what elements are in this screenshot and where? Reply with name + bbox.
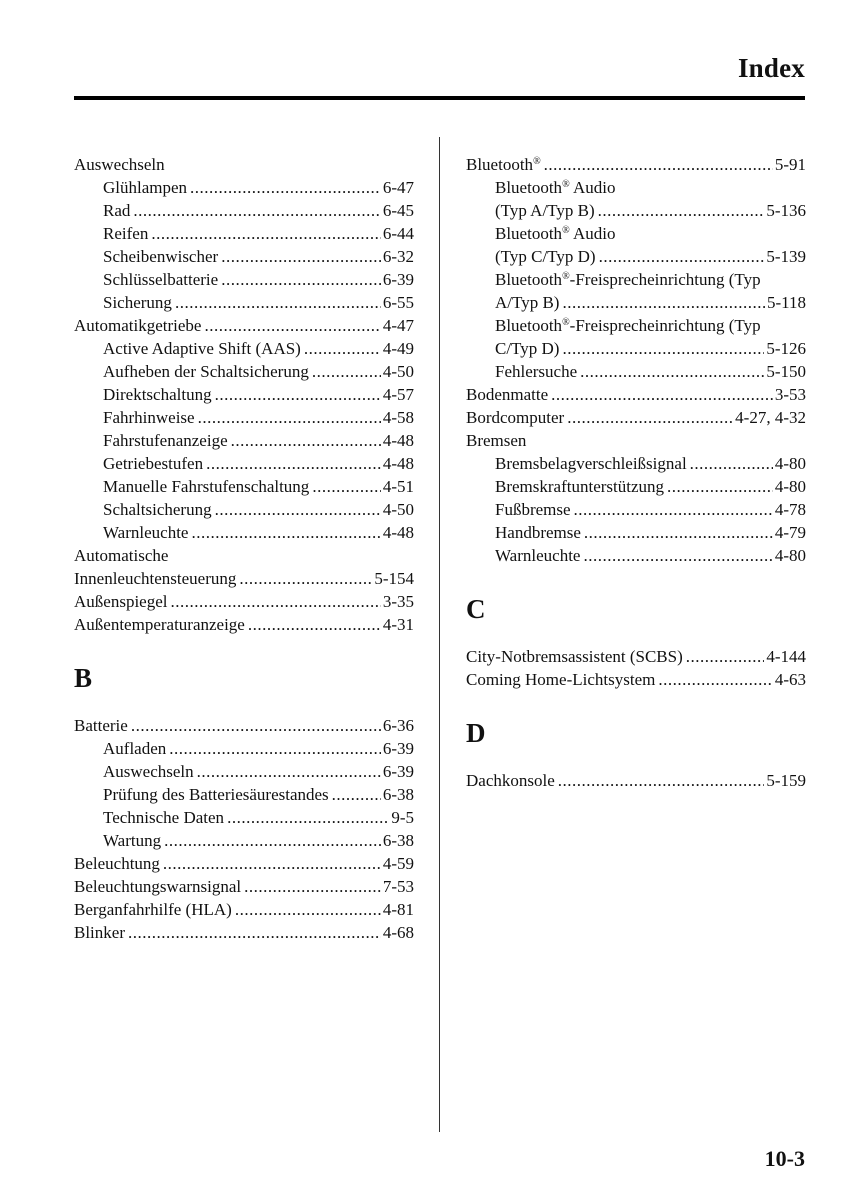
index-entry — [466, 475, 806, 498]
entry-page: 6-44 — [382, 224, 414, 243]
index-entry — [74, 360, 414, 383]
entry-text: Active Adaptive Shift (AAS) — [103, 339, 301, 358]
entry-text-part: Audio — [569, 178, 616, 197]
entry-page: 6-39 — [382, 762, 414, 781]
entry-text: City-Notbremsassistent (SCBS) — [466, 647, 683, 666]
index-entry — [74, 783, 414, 806]
entry-text: Scheibenwischer — [103, 247, 219, 266]
index-entry — [466, 498, 806, 521]
dot-leader — [131, 714, 381, 737]
dot-leader — [215, 383, 381, 406]
entry-text: Außenspiegel — [74, 592, 168, 611]
entry-page: 3-35 — [382, 592, 414, 611]
entry-page: 5-136 — [766, 201, 806, 220]
dot-leader — [562, 291, 765, 314]
index-entry — [466, 337, 806, 360]
entry-page: 4-50 — [382, 362, 414, 381]
index-entry — [466, 645, 806, 668]
entry-page: 4-57 — [382, 385, 414, 404]
registered-mark: ® — [562, 271, 570, 282]
index-entry — [466, 668, 806, 691]
dot-leader — [227, 806, 389, 829]
index-line — [466, 222, 806, 245]
entry-text: Fußbremse — [495, 500, 571, 519]
section-letter-b: B — [74, 663, 93, 693]
dot-leader — [190, 176, 381, 199]
entry-text: A/Typ B) — [495, 293, 560, 312]
entry-page: 4-49 — [382, 339, 414, 358]
dot-leader — [598, 199, 765, 222]
index-entry — [74, 852, 414, 875]
entry-text: Fahrstufenanzeige — [103, 431, 228, 450]
entry-text: Direktschaltung — [103, 385, 212, 404]
index-entry — [74, 760, 414, 783]
entry-page: 6-55 — [382, 293, 414, 312]
index-entry — [74, 383, 414, 406]
entry-text: Außentemperaturanzeige — [74, 615, 245, 634]
entry-text: Automatikgetriebe — [74, 316, 202, 335]
entry-page: 5-150 — [766, 362, 806, 381]
dot-leader — [215, 498, 381, 521]
dot-leader — [133, 199, 380, 222]
index-entry — [74, 714, 414, 737]
dot-leader — [558, 769, 765, 792]
dot-leader — [658, 668, 772, 691]
index-entry — [466, 452, 806, 475]
entry-text: Auswechseln — [103, 762, 194, 781]
dot-leader — [667, 475, 773, 498]
entry-page: 6-38 — [382, 831, 414, 850]
entry-text: Warnleuchte — [103, 523, 189, 542]
dot-leader — [204, 314, 380, 337]
entry-text: (Typ C/Typ D) — [495, 247, 596, 266]
index-entry — [74, 613, 414, 636]
dot-leader — [332, 783, 381, 806]
entry-text-part: -Freisprecheinrichtung (Typ — [569, 270, 761, 289]
entry-text: Beleuchtung — [74, 854, 160, 873]
dot-leader — [239, 567, 372, 590]
entry-text: Bremskraftunterstützung — [495, 477, 665, 496]
index-entry — [466, 199, 806, 222]
index-line — [466, 268, 806, 291]
right-column — [466, 153, 806, 792]
index-entry — [74, 498, 414, 521]
entry-page: 6-38 — [382, 785, 414, 804]
entry-text-part: Bluetooth — [495, 270, 563, 289]
dot-leader — [175, 291, 381, 314]
index-entry — [466, 769, 806, 792]
entry-text: Bodenmatte — [466, 385, 549, 404]
entry-page: 4-63 — [774, 670, 806, 689]
section-letter-d: D — [466, 718, 486, 748]
entry-text: Beleuchtungswarnsignal — [74, 877, 242, 896]
entry-text: Blinker — [74, 923, 125, 942]
dot-leader — [163, 852, 381, 875]
entry-page: 9-5 — [391, 808, 414, 827]
entry-page: 4-78 — [774, 500, 806, 519]
entry-text-part: Bluetooth — [495, 224, 563, 243]
dot-leader — [191, 521, 380, 544]
entry-page: 6-32 — [382, 247, 414, 266]
section-letter-c: C — [466, 594, 486, 624]
index-entry — [466, 383, 806, 406]
entry-page: 4-50 — [382, 500, 414, 519]
entry-page: 5-118 — [766, 293, 806, 312]
entry-page: 5-139 — [766, 247, 806, 266]
dot-leader — [206, 452, 381, 475]
entry-text: Batterie — [74, 716, 128, 735]
entry-text: Aufheben der Schaltsicherung — [103, 362, 309, 381]
entry-text: Bordcomputer — [466, 408, 565, 427]
dot-leader — [164, 829, 381, 852]
index-entry — [74, 475, 414, 498]
entry-page: 4-80 — [774, 546, 806, 565]
entry-text: Fehlersuche — [495, 362, 578, 381]
entry-page: 4-48 — [382, 454, 414, 473]
entry-text: Glühlampen — [103, 178, 188, 197]
entry-text: Manuelle Fahrstufenschaltung — [103, 477, 310, 496]
registered-mark: ® — [533, 156, 541, 167]
entry-text-part: -Freisprecheinrichtung (Typ — [569, 316, 761, 335]
entry-text: Bremsbelagverschleißsignal — [495, 454, 687, 473]
index-entry — [74, 452, 414, 475]
entry-page: 7-53 — [382, 877, 414, 896]
entry-page: 4-27, 4-32 — [735, 408, 806, 427]
index-entry — [74, 567, 414, 590]
index-entry — [466, 153, 806, 176]
dot-leader — [686, 645, 765, 668]
index-entry — [74, 829, 414, 852]
entry-page: 6-39 — [382, 270, 414, 289]
index-entry — [74, 898, 414, 921]
entry-page: 4-58 — [382, 408, 414, 427]
dot-leader — [169, 737, 381, 760]
dot-leader — [584, 521, 773, 544]
entry-text: Warnleuchte — [495, 546, 581, 565]
entry-page: 4-51 — [382, 477, 414, 496]
entry-page: 4-79 — [774, 523, 806, 542]
entry-text: Sicherung — [103, 293, 172, 312]
entry-page: 4-59 — [382, 854, 414, 873]
index-entry — [74, 429, 414, 452]
entry-text: Reifen — [103, 224, 149, 243]
entry-text: Dachkonsole — [466, 771, 555, 790]
index-entry — [74, 176, 414, 199]
index-entry — [466, 360, 806, 383]
dot-leader — [248, 613, 381, 636]
dot-leader — [198, 406, 381, 429]
dot-leader — [312, 475, 381, 498]
dot-leader — [562, 337, 764, 360]
dot-leader — [544, 153, 773, 176]
entry-page: 4-48 — [382, 431, 414, 450]
index-entry — [466, 406, 806, 429]
index-entry — [466, 544, 806, 567]
entry-text: Berganfahrhilfe (HLA) — [74, 900, 232, 919]
page-number: 10-3 — [764, 1146, 805, 1171]
dot-leader — [567, 406, 733, 429]
registered-mark: ® — [562, 179, 570, 190]
entry-page: 5-126 — [766, 339, 806, 358]
dot-leader — [583, 544, 772, 567]
dot-leader — [690, 452, 773, 475]
dot-leader — [244, 875, 381, 898]
index-line — [466, 314, 806, 337]
dot-leader — [221, 245, 381, 268]
index-entry — [74, 737, 414, 760]
entry-page: 4-80 — [774, 477, 806, 496]
index-entry — [74, 222, 414, 245]
dot-leader — [574, 498, 773, 521]
index-entry — [74, 199, 414, 222]
column-divider — [439, 137, 440, 1132]
dot-leader — [197, 760, 381, 783]
dot-leader — [551, 383, 773, 406]
dot-leader — [231, 429, 381, 452]
dot-leader — [304, 337, 381, 360]
registered-mark: ® — [562, 317, 570, 328]
entry-page: 3-53 — [774, 385, 806, 404]
entry-text-part: Audio — [569, 224, 616, 243]
entry-text: Fahrhinweise — [103, 408, 195, 427]
entry-text-part: Bluetooth — [495, 178, 563, 197]
entry-text: Prüfung des Batteriesäurestandes — [103, 785, 329, 804]
entry-page: 5-159 — [766, 771, 806, 790]
index-entry — [74, 291, 414, 314]
index-line — [466, 176, 806, 199]
dot-leader — [599, 245, 765, 268]
entry-page: 4-68 — [382, 923, 414, 942]
dot-leader — [128, 921, 381, 944]
registered-mark: ® — [562, 225, 570, 236]
dot-leader — [221, 268, 381, 291]
index-entry — [74, 521, 414, 544]
index-heading: Auswechseln — [74, 155, 165, 174]
index-entry — [466, 521, 806, 544]
entry-text: Rad — [103, 201, 131, 220]
index-entry — [74, 337, 414, 360]
entry-text: Handbremse — [495, 523, 581, 542]
entry-page: 6-39 — [382, 739, 414, 758]
dot-leader — [151, 222, 381, 245]
entry-text-part: Bluetooth — [466, 155, 534, 174]
entry-page: 5-154 — [374, 569, 414, 588]
entry-page: 4-144 — [766, 647, 806, 666]
index-entry — [74, 590, 414, 613]
index-heading: Automatische — [74, 546, 169, 565]
entry-page: 6-45 — [382, 201, 414, 220]
entry-text: Coming Home-Lichtsystem — [466, 670, 656, 689]
index-entry — [466, 245, 806, 268]
dot-leader — [312, 360, 381, 383]
entry-text-part: Bluetooth — [495, 316, 563, 335]
index-entry — [466, 291, 806, 314]
index-heading: Bremsen — [466, 431, 527, 450]
entry-page: 4-80 — [774, 454, 806, 473]
entry-text: Schlüsselbatterie — [103, 270, 219, 289]
dot-leader — [170, 590, 380, 613]
index-entry — [74, 314, 414, 337]
index-entry — [74, 245, 414, 268]
entry-text — [466, 153, 541, 176]
entry-page: 6-36 — [382, 716, 414, 735]
entry-page: 4-47 — [382, 316, 414, 335]
entry-text: Technische Daten — [103, 808, 225, 827]
header-rule — [74, 96, 805, 100]
entry-text: Schaltsicherung — [103, 500, 212, 519]
index-entry — [74, 806, 414, 829]
index-entry — [74, 921, 414, 944]
entry-page: 4-31 — [382, 615, 414, 634]
entry-text: Aufladen — [103, 739, 167, 758]
entry-page: 4-81 — [382, 900, 414, 919]
left-column — [74, 153, 414, 944]
entry-text: Getriebestufen — [103, 454, 204, 473]
entry-text: Wartung — [103, 831, 162, 850]
entry-text: C/Typ D) — [495, 339, 560, 358]
entry-page: 6-47 — [382, 178, 414, 197]
index-entry — [74, 875, 414, 898]
page-title: Index — [737, 53, 805, 83]
dot-leader — [235, 898, 381, 921]
entry-page: 4-48 — [382, 523, 414, 542]
entry-text: (Typ A/Typ B) — [495, 201, 595, 220]
dot-leader — [580, 360, 764, 383]
index-entry — [74, 268, 414, 291]
entry-page: 5-91 — [774, 155, 806, 174]
entry-text: Innenleuchtensteuerung — [74, 569, 237, 588]
index-entry — [74, 406, 414, 429]
